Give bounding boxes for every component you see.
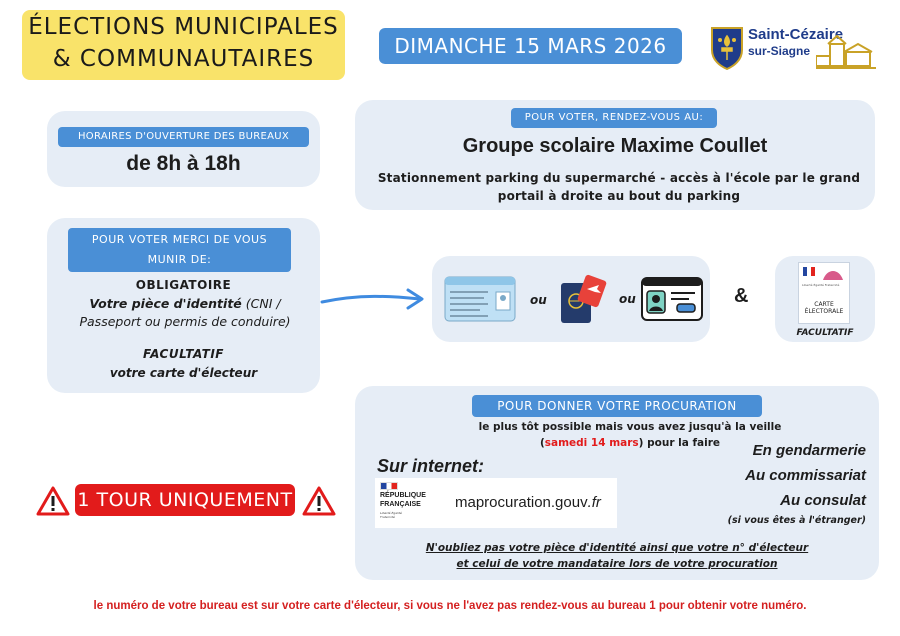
reminder-line-2 bbox=[360, 558, 874, 570]
site-name-tld: .fr bbox=[587, 494, 601, 511]
proxy-intro-open: ( bbox=[539, 437, 545, 449]
hours-label: HORAIRES D'OUVERTURE DES BUREAUX bbox=[58, 127, 309, 147]
proxy-label: POUR DONNER VOTRE PROCURATION bbox=[472, 395, 762, 417]
coat-of-arms-icon bbox=[710, 26, 744, 70]
place-note: (si vous êtes à l'étranger) bbox=[727, 515, 866, 526]
venue-label: POUR VOTER, RENDEZ-VOUS AU: bbox=[511, 108, 717, 128]
reminder-text-1: N'oubliez pas votre pièce d'identité ainsi que votre n° d'électeur bbox=[425, 542, 809, 554]
maprocuration-link[interactable] bbox=[375, 478, 617, 528]
reminder-text-2: et celui de votre mandataire lors de votre procuration bbox=[456, 558, 778, 570]
place-commissariat: Au commissariat bbox=[745, 467, 866, 484]
documents-label: POUR VOTER MERCI DE VOUS MUNIR DE: bbox=[68, 228, 291, 272]
footer-note: le numéro de votre bureau est sur votre carte d'électeur, si vous ne l'avez pas rendez-vous au bureau 1 pour obtenir votre numéro. bbox=[93, 600, 807, 612]
republic-line-1: RÉPUBLIQUE bbox=[380, 492, 426, 499]
arrow-right-icon bbox=[320, 284, 430, 314]
passport-icon bbox=[557, 273, 609, 325]
voter-card-header: Liberté Égalité Fraternité bbox=[802, 283, 840, 287]
venue-name: Groupe scolaire Maxime Coullet bbox=[462, 135, 768, 157]
optional-title: FACULTATIF bbox=[142, 347, 225, 361]
proxy-deadline: samedi 14 mars bbox=[544, 437, 639, 449]
title-line-2: & COMMUNAUTAIRES bbox=[52, 46, 315, 72]
venue-directions: Stationnement parking du supermarché - accès à l'école par le grand portail à droite au bout du parking bbox=[377, 171, 861, 203]
republic-line-2: FRANÇAISE bbox=[380, 501, 421, 508]
internet-title: Sur internet: bbox=[377, 456, 485, 476]
election-date: DIMANCHE 15 MARS 2026 bbox=[379, 28, 682, 64]
or-separator-2: ou bbox=[619, 292, 636, 306]
village-icon bbox=[816, 34, 876, 70]
proxy-intro-line1: le plus tôt possible mais vous avez jusqu'à la veille bbox=[478, 421, 782, 433]
proxy-intro-close: ) pour la faire bbox=[638, 437, 721, 449]
site-name-main: maprocuration.gouv bbox=[455, 494, 588, 511]
site-name bbox=[455, 494, 601, 511]
mandatory-text-rest: (CNI / Passeport ou permis de conduire) bbox=[79, 296, 291, 329]
place-gendarmerie: En gendarmerie bbox=[752, 442, 866, 459]
optional-text: votre carte d'électeur bbox=[109, 366, 258, 380]
id-card-icon bbox=[444, 276, 516, 322]
mandatory-title: OBLIGATOIRE bbox=[135, 278, 232, 292]
mandatory-text bbox=[60, 295, 310, 331]
marianne-logo-icon bbox=[380, 482, 398, 490]
mandatory-text-main: Votre pièce d'identité bbox=[89, 296, 242, 311]
logo-town-name: Saint-Cézaire bbox=[748, 26, 844, 43]
driving-license-icon bbox=[641, 277, 703, 321]
or-separator-1: ou bbox=[530, 293, 547, 307]
republic-motto: Liberté Égalité Fraternité bbox=[380, 511, 402, 519]
voter-card-title-1: CARTE bbox=[814, 301, 834, 308]
ampersand: & bbox=[734, 285, 749, 307]
voter-card-image bbox=[798, 262, 850, 324]
marianne-icon bbox=[821, 266, 845, 282]
voter-card-title-2: ÉLECTORALE bbox=[804, 308, 844, 315]
logo-town-suffix: sur-Siagne bbox=[748, 44, 811, 58]
voter-card-caption: FACULTATIF bbox=[796, 328, 854, 338]
title-line-1: ÉLECTIONS MUNICIPALES bbox=[28, 14, 339, 40]
hours-value: de 8h à 18h bbox=[126, 152, 241, 175]
warning-icon-right bbox=[302, 486, 336, 516]
warning-icon-left bbox=[36, 486, 70, 516]
single-round-badge: 1 TOUR UNIQUEMENT bbox=[75, 484, 295, 516]
flag-icon bbox=[803, 267, 815, 276]
reminder-line-1 bbox=[360, 542, 874, 554]
town-logo bbox=[708, 22, 878, 74]
place-consulat: Au consulat bbox=[780, 492, 866, 509]
